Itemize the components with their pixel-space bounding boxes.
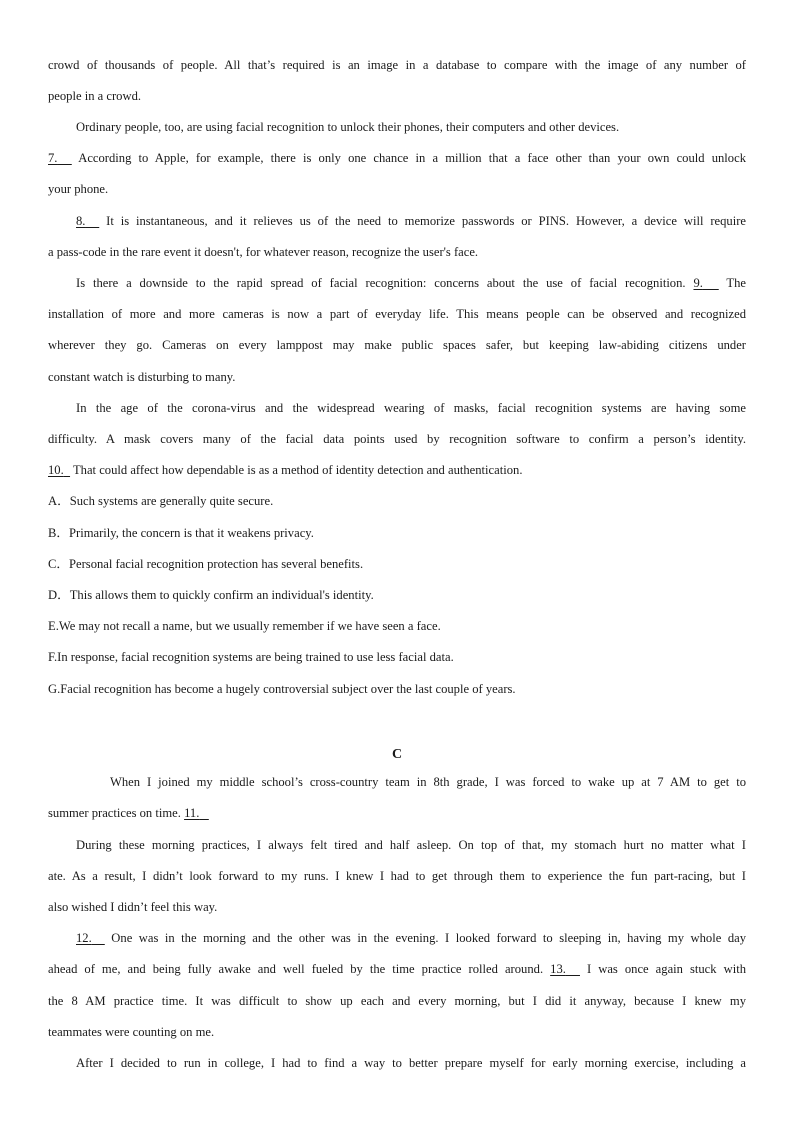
option-a xyxy=(48,493,746,509)
paragraph-line xyxy=(76,1055,746,1071)
text-span: ahead of me, and being fully awake and well fueled by the time practice rolled around. xyxy=(48,962,544,976)
blank-9[interactable]: 9. xyxy=(693,276,703,290)
text-span: installation of more and more cameras is now a part of everyday life. This means people can be observed and recognized xyxy=(48,307,746,321)
option-g xyxy=(48,681,746,697)
blank-12-space xyxy=(92,931,105,945)
text-span: summer practices on time. xyxy=(48,806,181,820)
section-heading: C xyxy=(391,747,403,762)
option-f xyxy=(48,649,746,665)
text-span: It is instantaneous, and it relieves us of the need to memorize passwords or PINS. However, a device will require xyxy=(106,214,747,228)
text-span: In the age of the corona-virus and the widespread wearing of masks, facial recognition systems are having some xyxy=(76,401,746,415)
text-span: During these morning practices, I always felt tired and half asleep. On top of that, my stomach hurt no matter what I xyxy=(76,838,746,852)
text-span: That could affect how dependable is as a method of identity detection and authentication. xyxy=(72,463,523,477)
paragraph-line xyxy=(48,306,746,322)
paragraph-line xyxy=(76,930,746,946)
paragraph-line xyxy=(48,899,746,915)
text-span: Ordinary people, too, are using facial recognition to unlock their phones, their computers and other devices. xyxy=(76,120,620,134)
blank-7-space xyxy=(57,151,71,165)
text-span: After I decided to run in college, I had to find a way to better prepare myself for early morning exercise, including a xyxy=(76,1056,746,1070)
paragraph-line xyxy=(76,275,746,291)
blank-10[interactable]: 10. xyxy=(48,463,64,477)
option-letter: E. xyxy=(48,619,59,633)
option-text: Personal facial recognition protection has several benefits. xyxy=(69,557,364,571)
option-e xyxy=(48,618,746,634)
paragraph-line xyxy=(48,181,746,197)
option-text: Facial recognition has become a hugely controversial subject over the last couple of years. xyxy=(60,682,516,696)
option-text: We may not recall a name, but we usually remember if we have seen a face. xyxy=(58,619,441,633)
text-span: your phone. xyxy=(48,182,109,196)
blank-8[interactable]: 8. xyxy=(76,214,86,228)
text-span: ate. As a result, I didn’t look forward to my runs. I knew I had to get through them to experience the fun part-racing, but I xyxy=(48,869,746,883)
option-text: This allows them to quickly confirm an individual's identity. xyxy=(69,588,374,602)
option-text: In response, facial recognition systems are being trained to use less facial data. xyxy=(57,650,454,664)
paragraph-line xyxy=(76,213,746,229)
blank-13[interactable]: 13. xyxy=(550,962,566,976)
text-span: difficulty. A mask covers many of the facial data points used by recognition software to confirm a person’s identity. xyxy=(48,432,746,446)
paragraph-line xyxy=(48,805,746,821)
text-span: wherever they go. Cameras on every lamppost may make public spaces safer, but keeping law-abiding citizens under xyxy=(48,338,746,352)
paragraph-line xyxy=(76,837,746,853)
text-span: the 8 AM practice time. It was difficult to show up each and every morning, but I did it anyway, because I knew my xyxy=(48,994,746,1008)
option-letter: B． xyxy=(48,526,69,540)
paragraph-line xyxy=(48,1024,746,1040)
text-span: also wished I didn’t feel this way. xyxy=(48,900,218,914)
text-span: The xyxy=(726,276,747,290)
option-text: Primarily, the concern is that it weakens privacy. xyxy=(69,526,314,540)
blank-9-space xyxy=(703,276,719,290)
paragraph-line xyxy=(76,400,746,416)
option-letter: A． xyxy=(48,494,70,508)
text-span: teammates were counting on me. xyxy=(48,1025,215,1039)
blank-7[interactable]: 7. xyxy=(48,151,58,165)
option-letter: F. xyxy=(48,650,58,664)
paragraph-line xyxy=(48,868,746,884)
paragraph-line xyxy=(48,462,746,478)
blank-11[interactable]: 11. xyxy=(184,806,200,820)
paragraph-line xyxy=(48,150,746,166)
text-span: a pass-code in the rare event it doesn't, for whatever reason, recognize the user's face. xyxy=(48,245,479,259)
text-span: constant watch is disturbing to many. xyxy=(48,370,236,384)
option-letter: G. xyxy=(48,682,61,696)
text-span: people in a crowd. xyxy=(48,89,142,103)
blank-8-space xyxy=(85,214,99,228)
paragraph-line xyxy=(48,57,746,73)
paragraph-line xyxy=(48,993,746,1009)
paragraph-line xyxy=(48,337,746,353)
option-b xyxy=(48,525,746,541)
option-letter: C． xyxy=(48,557,69,571)
option-c xyxy=(48,556,746,572)
option-d xyxy=(48,587,746,603)
blank-11-space xyxy=(199,806,208,820)
paragraph-line xyxy=(48,961,746,977)
text-span: Is there a downside to the rapid spread of facial recognition: concerns about the use of facial recognition. xyxy=(76,276,686,290)
paragraph-line xyxy=(48,369,746,385)
paragraph-line xyxy=(48,431,746,447)
text-span: When I joined my middle school’s cross-country team in 8th grade, I was forced to wake up at 7 AM to get to xyxy=(110,775,746,789)
paragraph-line xyxy=(48,88,746,104)
blank-10-space xyxy=(64,463,70,477)
text-span: One was in the morning and the other was in the evening. I looked forward to sleeping in, having my whole day xyxy=(111,931,747,945)
paragraph-line xyxy=(110,774,746,790)
paragraph-line xyxy=(76,119,746,135)
blank-12[interactable]: 12. xyxy=(76,931,92,945)
blank-13-space xyxy=(566,962,580,976)
option-text: Such systems are generally quite secure. xyxy=(69,494,274,508)
option-letter: D． xyxy=(48,588,70,602)
paragraph-line xyxy=(48,244,746,260)
text-span: I was once again stuck with xyxy=(587,962,746,976)
text-span: crowd of thousands of people. All that’s required is an image in a database to compare with the image of any number of xyxy=(48,58,746,72)
text-span: According to Apple, for example, there is only one chance in a million that a face other than your own could unlock xyxy=(78,151,746,165)
